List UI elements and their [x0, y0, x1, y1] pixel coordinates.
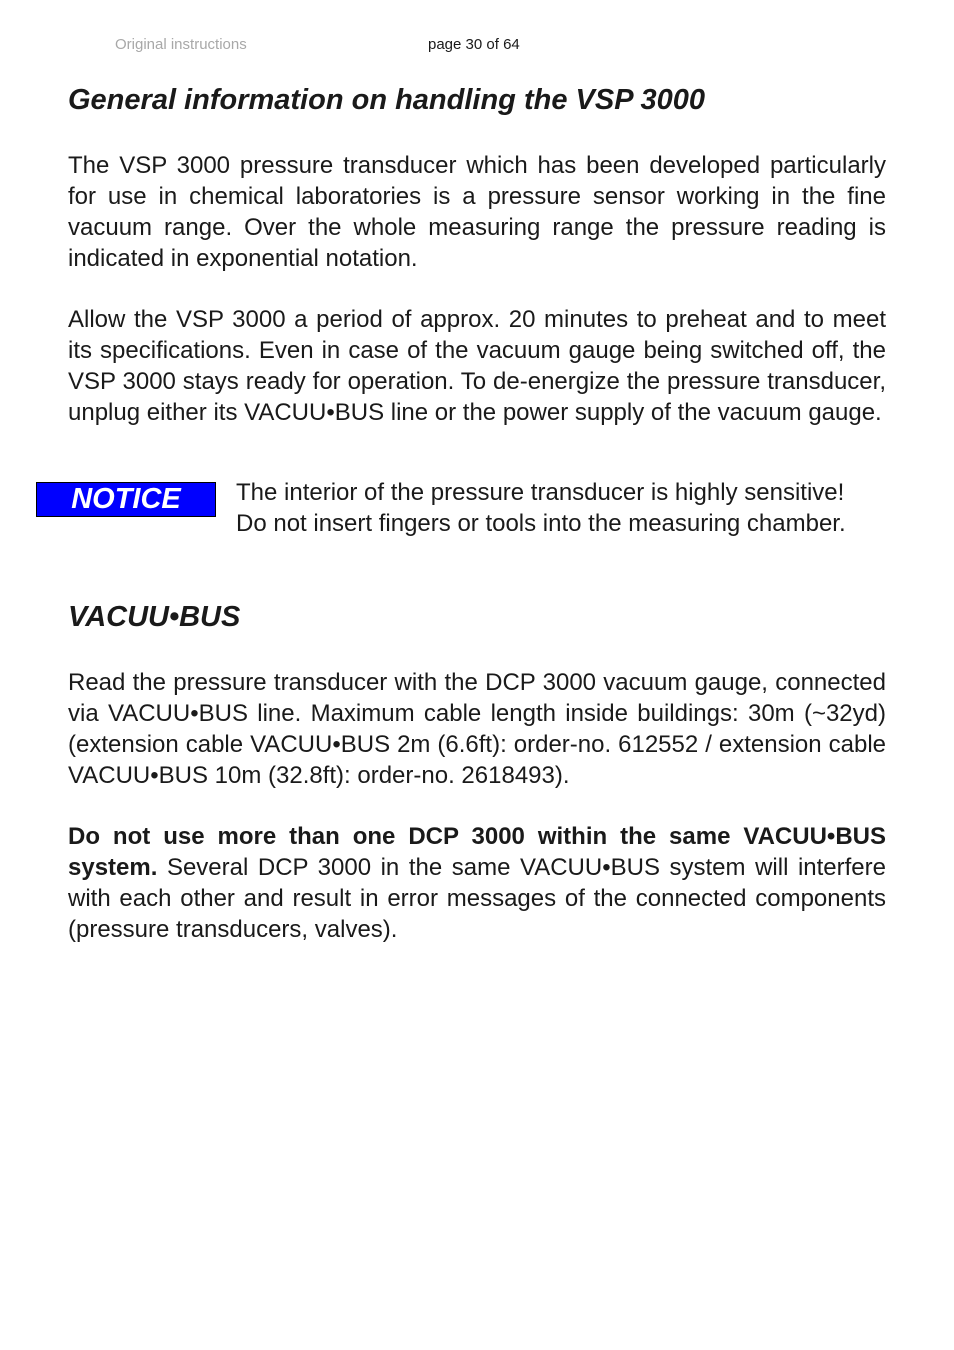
paragraph-preheat-instructions: Allow the VSP 3000 a period of approx. 20 minutes to preheat and to meet its specifications. Even in case of the vacuum gauge being switched off, the VSP 3000 stays ready for operation. To de-energize the pressure transducer, unplug either its VACUU•BUS line or the power supply of the vacuum gauge.: [68, 306, 886, 426]
page-number: page 30 of 64: [428, 36, 520, 53]
notice-line-1: The interior of the pressure transducer is highly sensitive!: [236, 479, 845, 506]
notice-text: [236, 477, 886, 539]
section-heading-general-information: General information on handling the VSP 3000: [68, 84, 706, 116]
header-document-type: Original instructions: [115, 36, 247, 53]
section-heading-vacuu-bus: VACUU•BUS: [68, 601, 241, 633]
notice-line-2: Do not insert fingers or tools into the measuring chamber.: [236, 510, 846, 537]
dcp-warning-rest: Several DCP 3000 in the same VACUU•BUS system will interfere with each other and result in error messages of the connected components (pressure transducers, valves).: [68, 854, 886, 943]
dcp-warning-bold: Do not use more than one DCP 3000 within the same VACUU•BUS system.: [68, 823, 886, 881]
paragraph-dcp-warning: [68, 821, 886, 945]
notice-badge: NOTICE: [36, 482, 216, 517]
paragraph-transducer-description: The VSP 3000 pressure transducer which has been developed particularly for use in chemical laboratories is a pressure sensor working in the fine vacuum range. Over the whole measuring range the pressure reading is indicated in exponential notation.: [68, 152, 886, 272]
paragraph-vacuu-bus-connection: Read the pressure transducer with the DCP 3000 vacuum gauge, connected via VACUU•BUS line. Maximum cable length inside buildings: 30m (~32yd) (extension cable VACUU•BUS 2m (6.6ft): order-no. 612552 / extension cable VACUU•BUS 10m (32.8ft): order-no. 2618493).: [68, 669, 886, 789]
